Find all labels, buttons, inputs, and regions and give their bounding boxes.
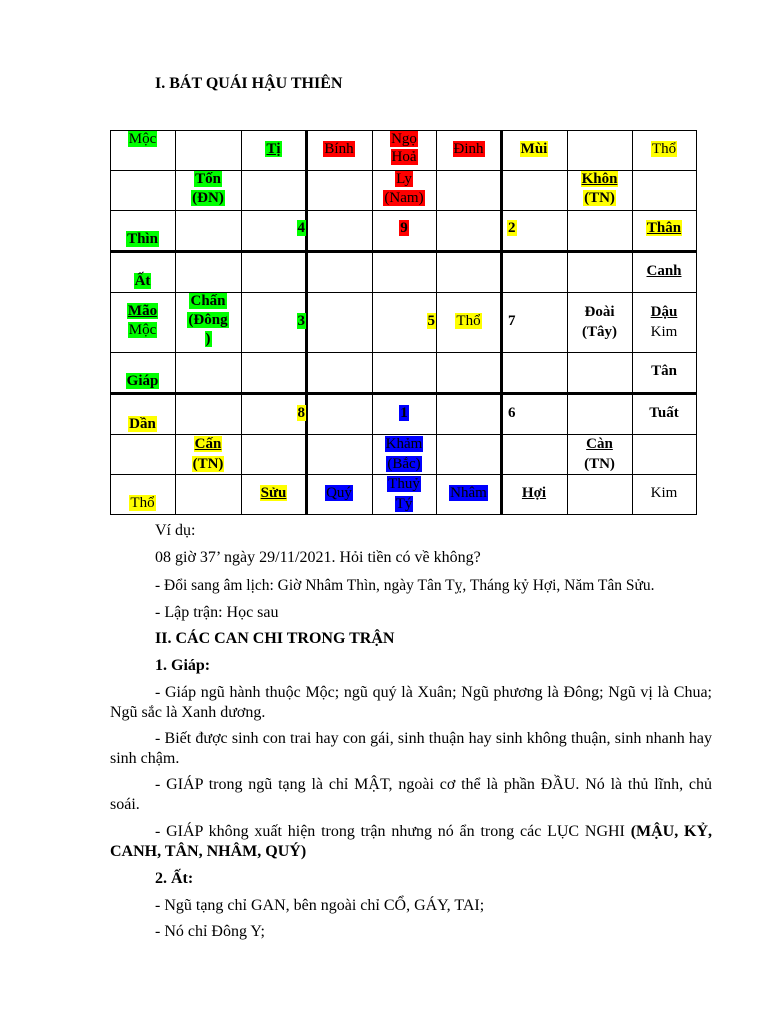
cell-tan: Tân [651,363,677,379]
cell-number-6: 6 [508,405,516,421]
cell-mao: Mão Mộc [127,303,158,338]
cell-kham: Khảm (Bắc) [385,436,423,472]
section-title: I. BÁT QUÁI HẬU THIÊN [155,75,343,92]
section-heading-2: II. CÁC CAN CHI TRONG TRẬN [155,630,395,647]
example-time: 08 giờ 37’ ngày 29/11/2021. Hỏi tiền có về không? [155,549,481,566]
giap-paragraph-4 [110,822,712,862]
example-lunar: - Đổi sang âm lịch: Giờ Nhâm Thìn, ngày Tân Tỵ, Tháng kỷ Hợi, Năm Tân Sửu. [155,577,655,594]
cell-giap: Giáp [126,373,159,389]
cell-dan: Dần [129,416,156,432]
cell-tho-center: Thổ [456,313,481,329]
cell-dinh: Đinh [453,141,484,157]
at-paragraph-2: - Nó chỉ Đông Y; [155,923,265,940]
cell-number-9: 9 [400,220,408,236]
cell-than: Thân [646,220,682,236]
bat-quai-grid [110,130,697,515]
cell-ly: Ly (Nam) [384,171,424,206]
cell-quy: Quý [326,485,352,501]
grid-line [110,514,697,515]
cell-at: Ất [134,273,151,289]
giap-paragraph-1: - Giáp ngũ hành thuộc Mộc; ngũ quý là Xuân; Ngũ phương là Đông; Ngũ vị là Chua; Ngũ sắc là Xanh dương. [110,684,712,721]
cell-ton: Tốn (ĐN) [192,171,224,206]
giap-paragraph-4-bold: (MẬU, KỶ, CANH, TÂN, NHÂM, QUÝ) [110,823,713,860]
grid-line [696,130,697,515]
cell-chan: Chấn (Đông ) [188,293,228,347]
cell-hoi: Hợi [521,485,547,501]
heading-giap: 1. Giáp: [155,657,211,674]
cell-tho-bottom: Thổ [130,495,155,511]
cell-tuat: Tuất [649,405,679,421]
cell-thin: Thìn [127,231,158,247]
cell-suu: Sửu [260,485,287,501]
cell-number-7: 7 [508,313,516,329]
cell-thuy-ty: Thuỷ Tý [388,476,420,512]
cell-dau: Dậu Kim [650,304,678,340]
at-paragraph-1: - Ngũ tạng chỉ GAN, bên ngoài chỉ CỔ, GÁY, TAI; [155,897,485,914]
example-setup: - Lập trận: Học sau [155,604,279,621]
grid-line-thick [110,392,697,395]
cell-doai: Đoài (Tây) [582,304,617,340]
giap-paragraph-4-text: - GIÁP không xuất hiện trong trận nhưng nó ẩn trong các LỤC NGHI [155,823,625,840]
cell-ngo-hoa: Ngọ Hoả [391,131,417,165]
example-label: Ví dụ: [155,522,196,539]
cell-number-8: 8 [297,405,305,421]
cell-ti: Tị [266,141,281,157]
cell-number-4: 4 [297,220,305,236]
heading-at: 2. Ất: [155,870,194,887]
grid-line [110,352,697,353]
cell-can-gen: Cấn (TN) [192,436,224,472]
giap-paragraph-3: - GIÁP trong ngũ tạng là chỉ MẬT, ngoài cơ thể là phần ĐẦU. Nó là thủ lĩnh, chủ soái. [110,776,712,813]
cell-nham: Nhâm [450,485,487,501]
cell-tho-top-right: Thổ [651,141,677,157]
cell-number-3: 3 [297,313,305,329]
cell-number-2: 2 [508,220,516,236]
cell-number-1: 1 [400,405,408,421]
cell-can-kien: Càn (TN) [584,436,615,472]
grid-line [110,210,697,211]
cell-canh: Canh [646,263,682,279]
cell-mui: Mùi [520,141,548,157]
cell-khon: Khôn (TN) [581,171,618,206]
cell-moc-top: Mộc [128,131,157,147]
cell-kim-bottom: Kim [650,485,678,501]
cell-binh: Bính [324,141,354,157]
cell-number-5: 5 [427,313,435,329]
grid-line-thick [110,250,697,253]
giap-paragraph-2: - Biết được sinh con trai hay con gái, sinh thuận hay sinh không thuận, sinh nhanh hay sinh chậm. [110,730,712,767]
